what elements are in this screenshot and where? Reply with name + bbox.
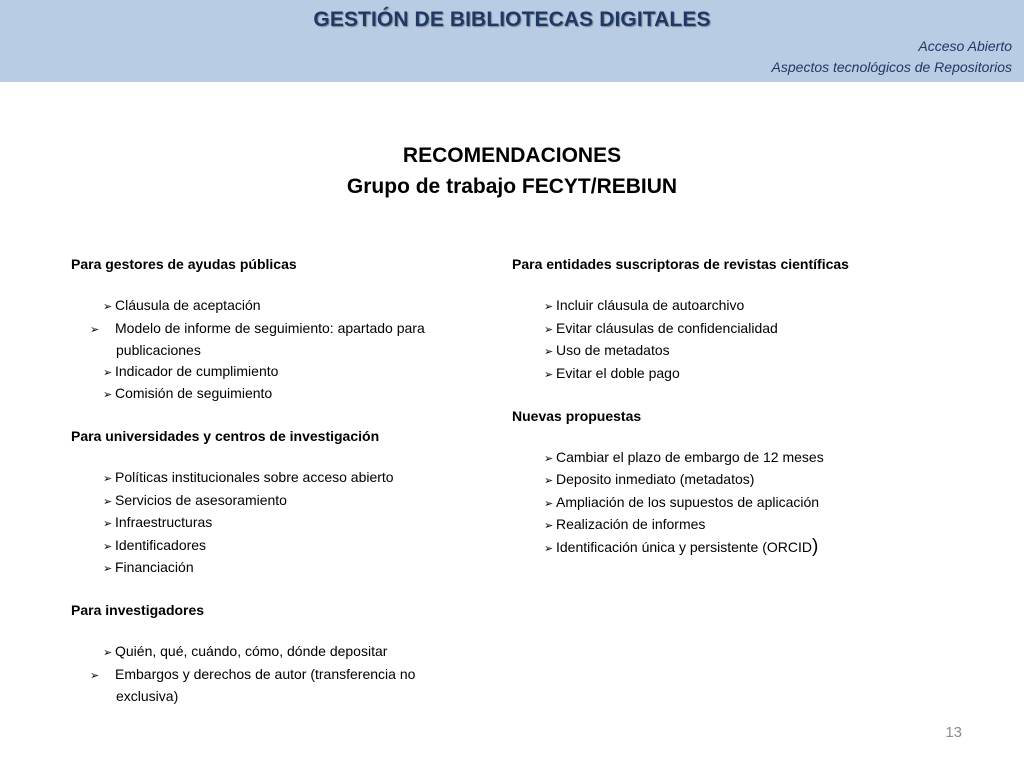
list-item-text: Identificadores (115, 536, 207, 553)
arrow-bullet-icon: ➢ (103, 301, 113, 313)
arrow-bullet-icon: ➢ (90, 669, 100, 682)
list-item (103, 557, 481, 580)
list-item (544, 514, 932, 537)
arrow-bullet-icon: ➢ (103, 647, 113, 659)
list-item-text: Políticas institucionales sobre acceso abierto (115, 469, 394, 485)
arrow-bullet-icon: ➢ (103, 495, 113, 508)
list-item (544, 492, 932, 515)
left-column (71, 254, 481, 707)
list-item (544, 295, 932, 318)
list-item-text: Financiación (115, 559, 194, 575)
list-item-text: Modelo de informe de seguimiento: apartado para publicaciones (115, 319, 425, 358)
arrow-bullet-icon: ➢ (103, 540, 113, 553)
arrow-bullet-icon: ➢ (103, 518, 113, 530)
list-item-text: Comisión de seguimiento (115, 385, 273, 401)
list-item-text: Infraestructuras (115, 514, 213, 530)
list-item (544, 537, 932, 560)
list-item-text: Incluir cláusula de autoarchivo (556, 297, 745, 313)
arrow-bullet-icon: ➢ (103, 366, 113, 379)
arrow-bullet-icon: ➢ (544, 542, 554, 555)
list-item-text: Ampliación de los supuestos de aplicación (556, 493, 820, 510)
list-item (544, 363, 932, 386)
page-number: 13 (945, 724, 962, 741)
list-item (544, 318, 932, 341)
list-item (103, 490, 481, 513)
section-heading-nuevas-propuestas: Nuevas propuestas (512, 407, 642, 424)
arrow-bullet-icon: ➢ (544, 301, 554, 313)
arrow-bullet-icon: ➢ (544, 497, 554, 510)
list-item-text: Evitar cláusulas de confidencialidad (556, 319, 778, 336)
arrow-bullet-icon: ➢ (103, 389, 113, 401)
list-item-text: Identificación única y persistente (ORCID (556, 538, 812, 555)
list-item-text: Indicador de cumplimiento (115, 362, 279, 379)
list-entidades (512, 295, 932, 385)
list-nuevas-propuestas (512, 447, 932, 560)
list-item-text: Cambiar el plazo de embargo de 12 meses (556, 448, 824, 465)
list-item-text: Quién, qué, cuándo, cómo, dónde depositar (115, 643, 388, 659)
list-investigadores (71, 641, 481, 707)
main-title: RECOMENDACIONES (402, 144, 622, 167)
right-column (512, 254, 932, 559)
section-heading-investigadores: Para investigadores (71, 602, 205, 618)
arrow-bullet-icon: ➢ (103, 473, 113, 485)
header-title: GESTIÓN DE BIBLIOTECAS DIGITALES (313, 8, 711, 31)
list-item-text: Servicios de asesoramiento (115, 491, 287, 508)
list-item (103, 467, 481, 490)
arrow-bullet-icon: ➢ (90, 323, 100, 336)
list-item-text: Cláusula de aceptación (115, 297, 261, 313)
header-subtitle-acceso-abierto: Acceso Abierto (918, 38, 1012, 54)
list-item (103, 361, 481, 384)
arrow-bullet-icon: ➢ (544, 520, 554, 532)
list-item (103, 535, 481, 558)
list-item (90, 664, 481, 707)
list-gestores (71, 295, 481, 406)
list-item (544, 447, 932, 470)
list-item (103, 512, 481, 535)
section-heading-entidades: Para entidades suscriptoras de revistas científicas (512, 256, 849, 272)
arrow-bullet-icon: ➢ (544, 346, 554, 358)
list-universidades (71, 467, 481, 580)
closing-paren: ) (812, 535, 819, 557)
arrow-bullet-icon: ➢ (544, 452, 554, 465)
list-item (90, 318, 481, 361)
arrow-bullet-icon: ➢ (544, 323, 554, 336)
list-item-text: Realización de informes (556, 516, 706, 532)
main-subtitle: Grupo de trabajo FECYT/REBIUN (346, 175, 678, 198)
list-item-text: Uso de metadatos (556, 342, 670, 358)
arrow-bullet-icon: ➢ (544, 475, 554, 487)
list-item (103, 641, 481, 664)
arrow-bullet-icon: ➢ (544, 368, 554, 381)
header-subtitle-aspectos: Aspectos tecnológicos de Repositorios (771, 59, 1012, 75)
section-heading-gestores: Para gestores de ayudas públicas (71, 256, 297, 272)
list-item-text: Deposito inmediato (metadatos) (556, 471, 755, 487)
list-item-text: Evitar el doble pago (556, 364, 680, 381)
arrow-bullet-icon: ➢ (103, 563, 113, 575)
list-item (544, 469, 932, 492)
list-item-text: Embargos y derechos de autor (transferencia no exclusiva) (115, 665, 416, 704)
list-item (103, 295, 481, 318)
list-item (544, 340, 932, 363)
list-item (103, 383, 481, 406)
section-heading-universidades: Para universidades y centros de investigación (71, 428, 380, 444)
